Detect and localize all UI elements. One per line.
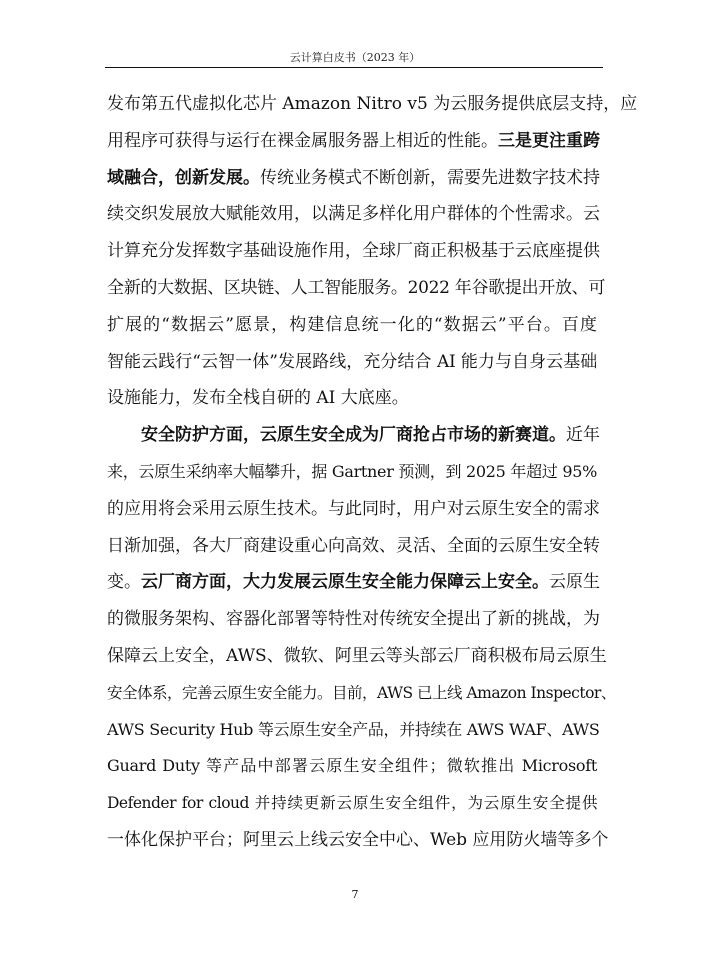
bold-text-run: 云厂商方面，大力发展云原生安全能力保障云上安全。 [141,572,549,593]
text-run: 云原生 [549,572,600,593]
text-run: Defender for cloud 并持续更新云原生安全组件，为云原生安全提供 [107,794,597,813]
text-run: 近年 [566,425,600,446]
text-run: 变。 [107,572,141,593]
text-run: 一体化保护平台；阿里云上线云安全中心、Web 应用防火墙等多个 [107,829,609,850]
text-run: 设施能力，发布全栈自研的 AI 大底座。 [107,388,409,409]
text-line [107,123,600,160]
text-line [107,638,607,675]
text-run: 全新的大数据、区块链、人工智能服务。2022 年谷歌提出开放、可 [107,277,606,298]
text-line [107,270,606,307]
text-line [107,748,597,785]
text-line [107,196,600,233]
text-line [107,344,597,381]
text-run: 来，云原生采纳率大幅攀升，据 Gartner 预测，到 2025 年超过 95% [107,461,597,481]
text-run: 日渐加强，各大厂商建设重心向高效、灵活、全面的云原生安全转 [107,535,600,556]
text-line [107,712,600,749]
text-line [107,601,600,638]
text-line [107,528,600,565]
header-rule [105,67,603,68]
text-line [107,454,597,491]
text-run: 发布第五代虚拟化芯片 Amazon Nitro v5 为云服务提供底层支持，应 [107,94,638,114]
text-line [107,233,600,270]
body-text [107,86,638,859]
text-run: 的应用将会采用云原生技术。与此同时，用户对云原生安全的需求 [107,498,600,519]
text-run: 传统业务模式不断创新，需要先进数字技术持 [260,167,600,188]
bold-text-run: 域融合，创新发展。 [107,167,260,188]
text-run: 的微服务架构、容器化部署等特性对传统安全提出了新的挑战，为 [107,609,600,630]
text-line [107,417,600,454]
text-run: 续交织发展放大赋能效用，以满足多样化用户群体的个性需求。云 [107,204,600,225]
text-line [107,785,597,822]
text-line [107,564,600,601]
text-run: 安全体系，完善云原生安全能力。目前，AWS 已上线 Amazon Inspector、 [107,683,616,702]
text-run: 扩展的“数据云”愿景，构建信息统一化的“数据云”平台。百度 [107,314,597,335]
text-run: 保障云上安全，AWS、微软、阿里云等头部云厂商积极布局云原生 [107,645,607,666]
text-line [107,307,597,344]
bold-text-run: 安全防护方面，云原生安全成为厂商抢占市场的新赛道。 [141,425,566,446]
bold-text-run: 三是更注重跨 [498,130,600,151]
text-run: 智能云践行“云智一体”发展路线，充分结合 AI 能力与自身云基础 [107,351,597,372]
running-header: 云计算白皮书（2023 年） [289,51,421,64]
text-line [107,675,616,712]
text-run: 计算充分发挥数字基础设施作用，全球厂商正积极基于云底座提供 [107,241,600,262]
page-number: 7 [351,888,359,901]
text-run: Guard Duty 等产品中部署云原生安全组件；微软推出 Microsoft [107,756,597,776]
text-line [107,160,600,197]
text-run: 用程序可获得与运行在裸金属服务器上相近的性能。 [107,130,498,151]
text-line [107,380,597,417]
text-line [107,822,609,859]
text-line [107,86,638,123]
text-run: AWS Security Hub 等云原生安全产品，并持续在 AWS WAF、AWS [107,719,600,739]
text-line [107,491,600,528]
